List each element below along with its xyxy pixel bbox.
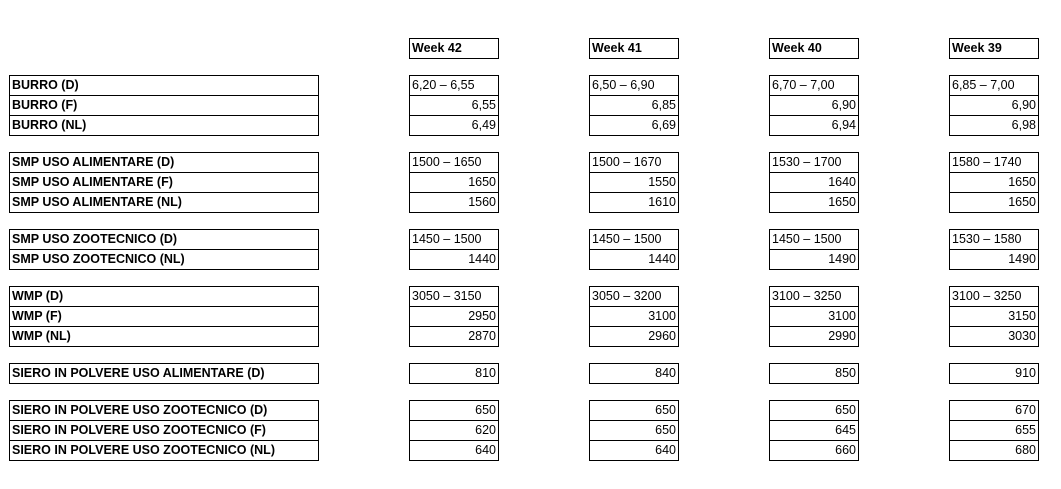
value-cell: 6,69 <box>589 115 679 136</box>
value-cell: 2990 <box>769 326 859 347</box>
row-label: SIERO IN POLVERE USO ZOOTECNICO (F) <box>9 420 319 441</box>
row-label: SMP USO ALIMENTARE (NL) <box>9 192 319 213</box>
value-cell: 655 <box>949 420 1039 441</box>
value-cell: 2950 <box>409 306 499 327</box>
value-cell: 1450 – 1500 <box>409 229 499 250</box>
value-cell: 2870 <box>409 326 499 347</box>
value-cell: 6,85 <box>589 95 679 116</box>
row-label: WMP (NL) <box>9 326 319 347</box>
value-cell: 650 <box>769 400 859 421</box>
value-cell: 6,49 <box>409 115 499 136</box>
value-cell: 1650 <box>409 172 499 193</box>
value-cell: 650 <box>589 400 679 421</box>
value-cell: 1440 <box>589 249 679 270</box>
value-cell: 1500 – 1670 <box>589 152 679 173</box>
value-cell: 1650 <box>949 172 1039 193</box>
value-cell: 1560 <box>409 192 499 213</box>
value-cell: 810 <box>409 363 499 384</box>
value-cell: 3100 – 3250 <box>769 286 859 307</box>
value-cell: 640 <box>589 440 679 461</box>
row-label: SIERO IN POLVERE USO ZOOTECNICO (NL) <box>9 440 319 461</box>
value-cell: 1650 <box>769 192 859 213</box>
week-header: Week 42 <box>409 38 499 59</box>
row-label: SIERO IN POLVERE USO ALIMENTARE (D) <box>9 363 319 384</box>
week-header: Week 41 <box>589 38 679 59</box>
row-label: WMP (D) <box>9 286 319 307</box>
value-cell: 1550 <box>589 172 679 193</box>
row-label: SMP USO ZOOTECNICO (NL) <box>9 249 319 270</box>
value-cell: 1640 <box>769 172 859 193</box>
value-cell: 1530 – 1700 <box>769 152 859 173</box>
value-cell: 850 <box>769 363 859 384</box>
row-label: BURRO (D) <box>9 75 319 96</box>
value-cell: 650 <box>589 420 679 441</box>
row-label: WMP (F) <box>9 306 319 327</box>
value-cell: 6,50 – 6,90 <box>589 75 679 96</box>
value-cell: 6,90 <box>949 95 1039 116</box>
value-cell: 3030 <box>949 326 1039 347</box>
value-cell: 680 <box>949 440 1039 461</box>
week-header: Week 40 <box>769 38 859 59</box>
value-cell: 1500 – 1650 <box>409 152 499 173</box>
value-cell: 1490 <box>949 249 1039 270</box>
value-cell: 1580 – 1740 <box>949 152 1039 173</box>
value-cell: 1530 – 1580 <box>949 229 1039 250</box>
row-label: SMP USO ALIMENTARE (D) <box>9 152 319 173</box>
value-cell: 1650 <box>949 192 1039 213</box>
value-cell: 3100 <box>589 306 679 327</box>
value-cell: 6,90 <box>769 95 859 116</box>
value-cell: 670 <box>949 400 1039 421</box>
value-cell: 3050 – 3200 <box>589 286 679 307</box>
value-cell: 1450 – 1500 <box>589 229 679 250</box>
value-cell: 6,55 <box>409 95 499 116</box>
row-label: BURRO (F) <box>9 95 319 116</box>
value-cell: 3150 <box>949 306 1039 327</box>
value-cell: 1490 <box>769 249 859 270</box>
value-cell: 1610 <box>589 192 679 213</box>
value-cell: 3050 – 3150 <box>409 286 499 307</box>
row-label: SIERO IN POLVERE USO ZOOTECNICO (D) <box>9 400 319 421</box>
value-cell: 3100 <box>769 306 859 327</box>
value-cell: 645 <box>769 420 859 441</box>
value-cell: 6,94 <box>769 115 859 136</box>
value-cell: 620 <box>409 420 499 441</box>
value-cell: 840 <box>589 363 679 384</box>
value-cell: 660 <box>769 440 859 461</box>
value-cell: 6,85 – 7,00 <box>949 75 1039 96</box>
value-cell: 1450 – 1500 <box>769 229 859 250</box>
value-cell: 650 <box>409 400 499 421</box>
value-cell: 6,70 – 7,00 <box>769 75 859 96</box>
value-cell: 3100 – 3250 <box>949 286 1039 307</box>
value-cell: 1440 <box>409 249 499 270</box>
value-cell: 910 <box>949 363 1039 384</box>
value-cell: 6,98 <box>949 115 1039 136</box>
row-label: BURRO (NL) <box>9 115 319 136</box>
value-cell: 640 <box>409 440 499 461</box>
row-label: SMP USO ZOOTECNICO (D) <box>9 229 319 250</box>
value-cell: 2960 <box>589 326 679 347</box>
week-header: Week 39 <box>949 38 1039 59</box>
row-label: SMP USO ALIMENTARE (F) <box>9 172 319 193</box>
value-cell: 6,20 – 6,55 <box>409 75 499 96</box>
